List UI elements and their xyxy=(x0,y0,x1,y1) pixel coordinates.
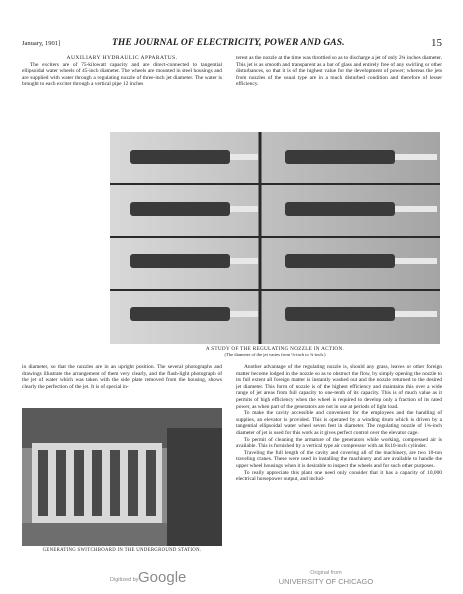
figure-caption-switchboard: GENERATING SWITCHBOARD IN THE UNDERGROUND STATION. xyxy=(42,548,202,553)
paragraph: Another advantage of the regulating nozzle is, should any grass, leaves or other foreign matter become lodged in the nozzle so as to obstruct the flow, by simply opening the nozzle to its full extent all foreign matter is instantly washed out and the nozzle returned to the desired jet diameter. This form of nozzle is of the highest efficiency and maintains this over a wide range of jet areas from full capacity to one-tenth of its capacity. This is of much value as it permits of high efficiency when the wheel is required to develop only a fraction of its rated power, as when part of the generators are not in use at periods of light load. xyxy=(236,364,442,410)
digitized-by-label: Digitized by xyxy=(110,577,139,583)
university-label: UNIVERSITY OF CHICAGO xyxy=(278,577,374,586)
google-logo: Google xyxy=(138,569,187,586)
nozzle-photo-grid xyxy=(110,132,440,344)
column-left-top xyxy=(22,55,222,88)
figure-caption-nozzle xyxy=(110,346,440,357)
column-right-bottom xyxy=(236,364,442,483)
running-header xyxy=(22,37,442,52)
regulating-nozzle-photograph xyxy=(110,132,440,344)
paragraph: The exciters are of 75-kilowatt capacity and are direct-connected to tangential ellipsoidal water wheels of 45-inch diameter. The wheels are mounted in steel housings and are supplied with water through a regulating nozzle of three-inch jet diameter. The water is brought to each exciter through a vertical pipe 12 inches xyxy=(22,61,222,88)
caption-subtitle: (The diameter of the jet varies from ⅛-inch to ¾-inch.) xyxy=(224,352,326,357)
caption-title: A STUDY OF THE REGULATING NOZZLE IN ACTION. xyxy=(205,346,345,352)
paragraph: To make the cavity accessible and convenient for the employees and the handling of supplies, an elevator is provided. This is operated by a winding drum which is driven by a tangential ellipsoidal water wheel seven feet in diameter. The regulating nozzle of 1¾-inch diameter of jet is used for this work as it gives perfect control over the elevator cage. xyxy=(236,410,442,436)
page-number: 15 xyxy=(431,37,442,49)
journal-title: THE JOURNAL OF ELECTRICITY, POWER AND GAS. xyxy=(112,38,345,48)
paragraph: Traveling the full length of the cavity and covering all of the machinery, are two 10-ton traveling cranes. These were used in installing the machinery and are available to handle the upper wheel housings when it is desirable to inspect the wheels and for such other purposes. xyxy=(236,449,442,469)
paragraph: To permit of cleaning the armature of the generators while working, compressed air is available. This is furnished by a vertical type air compressor with an 8x10-inch cylinder. xyxy=(236,436,442,450)
column-left-bottom xyxy=(22,364,222,390)
original-from-label: Original from xyxy=(310,570,342,576)
issue-date: January, 1901] xyxy=(22,40,61,47)
column-right-top xyxy=(236,55,442,88)
paragraph: terest as the nozzle at the time was throttled so as to discharge a jet of only 2¾ inches diameter. This jet is as smooth and transparent as a bar of glass and entirely free of any swirling or other disturbances, so that it is of the highest value for the development of power; whereas the jets from nozzles of the usual type are in a much disturbed condition and therefore of lesser efficiency. xyxy=(236,55,442,88)
switchboard-photo xyxy=(22,408,222,546)
digitization-footer xyxy=(0,568,463,590)
paragraph: To really appreciate this plant one need only consider that it has a capacity of 10,000 electrical horsepower output, and includ- xyxy=(236,469,442,483)
section-heading: AUXILIARY HYDRAULIC APPARATUS. xyxy=(66,55,178,61)
switchboard-photograph xyxy=(22,408,222,546)
paragraph: in diameter, so that the nozzles are in an upright position. The several photographs and drawings illustrate the arrangement of them very clearly, and the flash-light photograph of the jet of water which was taken with the side plate removed from the housing, shows clearly the perfection of the jet. It is of special in- xyxy=(22,364,222,390)
